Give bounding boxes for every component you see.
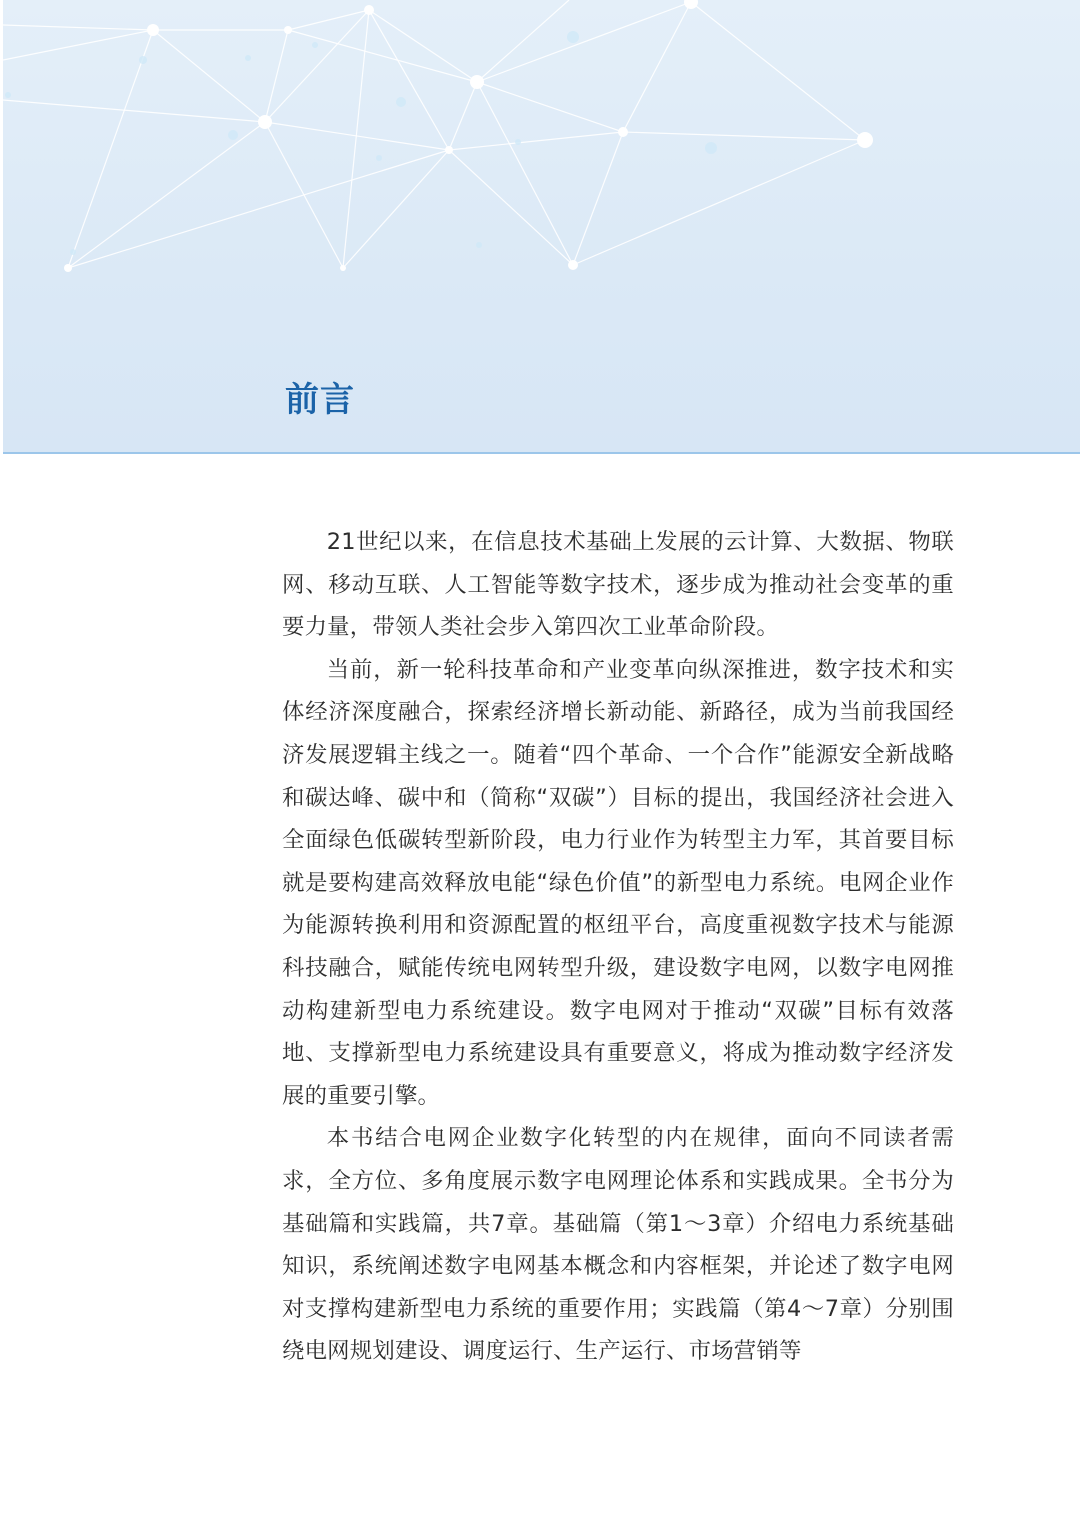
preface-paragraph-2: 当前，新一轮科技革命和产业变革向纵深推进，数字技术和实体经济深度融合，探索经济增长新动能、新路径，成为当前我国经济发展逻辑主线之一。随着“四个革命、一个合作”能源安全新战略和碳达峰、碳中和（简称“双碳”）目标的提出，我国经济社会进入全面绿色低碳转型新阶段，电力行业作为转型主力军，其首要目标就是要构建高效释放电能“绿色价值”的新型电力系统。电网企业作为能源转换利用和资源配置的枢纽平台，高度重视数字技术与能源科技融合，赋能传统电网转型升级，建设数字电网，以数字电网推动构建新型电力系统建设。数字电网对于推动“双碳”目标有效落地、支撑新型电力系统建设具有重要意义，将成为推动数字经济发展的重要引擎。	[282, 656, 954, 1109]
header-banner	[3, 0, 1080, 454]
page-title: 前言	[285, 380, 355, 420]
preface-paragraph-1: 21世纪以来，在信息技术基础上发展的云计算、大数据、物联网、移动互联、人工智能等数字技术，逐步成为推动社会变革的重要力量，带领人类社会步入第四次工业革命阶段。	[282, 529, 954, 641]
preface-paragraph-3: 本书结合电网企业数字化转型的内在规律，面向不同读者需求，全方位、多角度展示数字电网理论体系和实践成果。全书分为基础篇和实践篇，共7章。基础篇（第1～3章）介绍电力系统基础知识，系统阐述数字电网基本概念和内容框架，并论述了数字电网对支撑构建新型电力系统的重要作用；实践篇（第4～7章）分别围绕电网规划建设、调度运行、生产运行、市场营销等	[282, 1125, 954, 1365]
preface-body	[282, 521, 954, 1373]
network-decoration	[3, 0, 1080, 452]
